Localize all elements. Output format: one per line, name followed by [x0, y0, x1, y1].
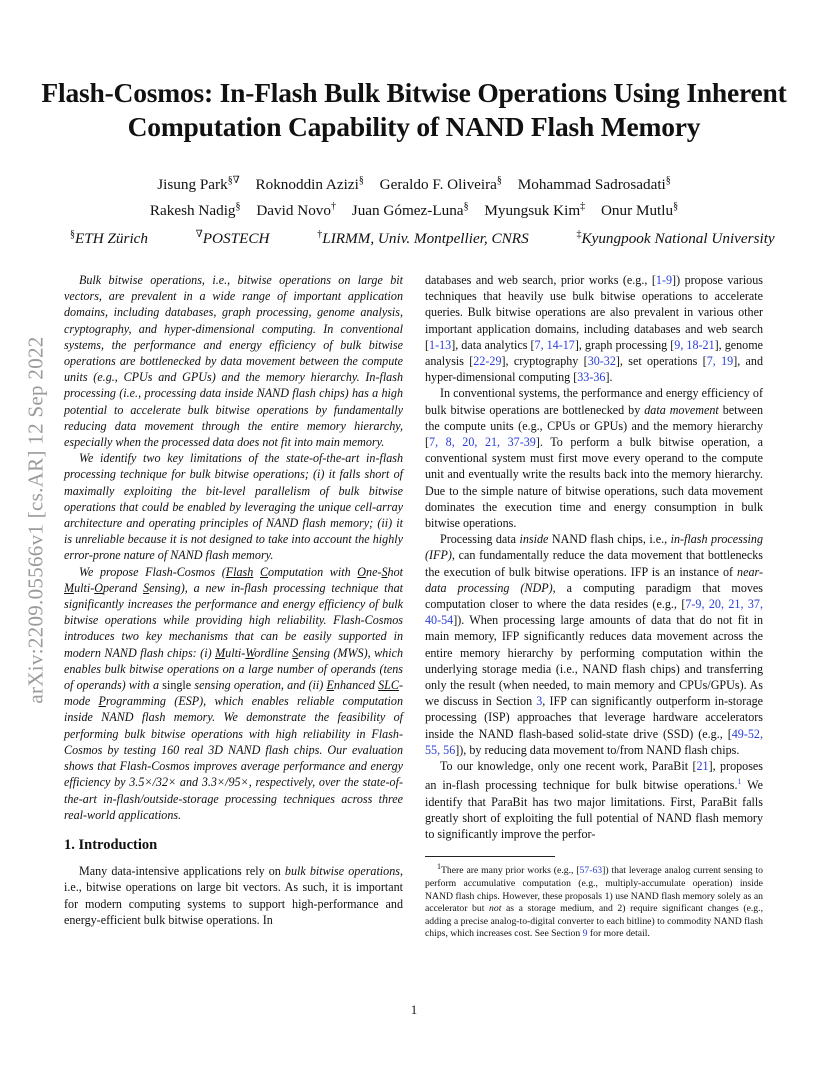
citation-link[interactable]: 7-9, 20, 21, 37, 40-54 — [425, 597, 763, 628]
citation-link[interactable]: 22-29 — [473, 354, 502, 369]
citation-link[interactable]: 33-36 — [577, 370, 606, 385]
author: Jisung Park§∇ — [157, 175, 240, 194]
affiliation: §ETH Zürich — [70, 229, 148, 248]
citation-link[interactable]: 21 — [696, 759, 709, 774]
body-paragraph: To our knowledge, only one recent work, ParaBit [21], proposes an in-flash processing technique for bulk bitwise operations.$^1$ We identify that ParaBit has two major limitations. First, ParaBit falls greatly short of exploiting the full potential of NAND flash memory to significantly improve the perfor- — [425, 759, 763, 841]
citation-link[interactable]: 7, 8, 20, 21, 37-39 — [429, 435, 536, 450]
citation-link[interactable]: 7, 14-17 — [534, 337, 575, 352]
citation-link[interactable]: 57-63 — [579, 865, 603, 877]
footnote-ref-link[interactable]: 1 — [737, 777, 742, 787]
abstract-paragraph: We propose Flash-Cosmos (Flash Computation with One-Shot Multi-Operand Sensing), a new in-flash processing technique that significantly increases the performance and energy efficiency of bulk bitwise operations while providing high reliability. Flash-Cosmos introduces two key mechanisms that can be easily supported in modern NAND flash chips: (i) Multi-Wordline Sensing (MWS), which enables bulk bitwise operations on a large number of operands (tens of operands) with a single sensing operation, and (ii) Enhanced SLC-mode Programming (ESP), which enables reliable computation inside NAND flash memory. We demonstrate the feasibility of performing bulk bitwise operations with high reliability in Flash-Cosmos by testing 160 real 3D NAND flash chips. Our evaluation shows that Flash-Cosmos improves average performance and energy efficiency by 3.5×/32× and 3.3×/95×, respectively, over the state-of-the-art in-flash/outside-storage processing techniques across three real-world applications. — [64, 564, 403, 822]
author: Onur Mutlu§ — [600, 201, 679, 220]
author-list — [40, 170, 788, 222]
section-link[interactable]: 9 — [582, 928, 588, 940]
author: Rakesh Nadig§ — [149, 201, 241, 220]
abstract-paragraph: We identify two key limitations of the state-of-the-art in-flash processing technique for bulk bitwise operations; (i) it falls short of maximally exploiting the bit-level parallelism of bulk bitwise operations that could be enabled by leveraging the unique cell-array architecture and operating principles of NAND flash memory; (ii) it is unreliable because it is not designed to take into account the highly error-prone nature of NAND flash memory. — [64, 451, 403, 563]
abstract — [64, 272, 403, 823]
affiliation: †LIRMM, Univ. Montpellier, CNRS — [317, 229, 529, 248]
section-heading: 1. Introduction — [64, 836, 158, 853]
arxiv-stamp: arXiv:2209.05566v1 [cs.AR] 12 Sep 2022 — [23, 336, 48, 704]
author: Myungsuk Kim‡ — [484, 201, 586, 220]
abstract-paragraph: Bulk bitwise operations, i.e., bitwise operations on large bit vectors, are prevalent in a wide range of important application domains, including databases, graph processing, genome analysis, cryptography, and hyper-dimensional computing. In conventional systems, the performance and energy efficiency of bulk bitwise operations are bottlenecked by data movement between the compute units (e.g., CPUs and GPUs) and the memory hierarchy. In-flash processing (i.e., processing data inside NAND flash chips) has a high potential to accelerate bulk bitwise operations by fundamentally reducing data movement through the entire memory hierarchy, especially when the processed data does not fit into main memory. — [64, 273, 403, 450]
author: Juan Gómez-Luna§ — [351, 201, 469, 220]
left-column — [64, 272, 403, 928]
body-paragraph: Many data-intensive applications rely on bulk bitwise operations, i.e., bitwise operations on large bit vectors. As such, it is important for modern computing systems to support high-performance and energy-efficient bulk bitwise operations. In — [64, 864, 403, 927]
citation-link[interactable]: 49-52, 55, 56 — [425, 726, 763, 757]
body-paragraph: databases and web search, prior works (e.g., [1-9]) propose various techniques that heavily use bulk bitwise operations to accelerate queries. Bulk bitwise operations are also prevalent in various other important application domains, including databases and web search [1-13], data analytics [7, 14-17], graph processing [9, 18-21], genome analysis [22-29], cryptography [30-32], set operations [7, 19], and hyper-dimensional computing [33-36]. — [425, 273, 764, 385]
author: David Novo† — [256, 201, 336, 220]
affiliations — [70, 229, 775, 248]
citation-link[interactable]: 7, 19 — [706, 354, 734, 369]
author: Roknoddin Azizi§ — [255, 175, 364, 194]
citation-link[interactable]: 1-13 — [429, 337, 452, 352]
page-number: 1 — [410, 1003, 418, 1017]
citation-link[interactable]: 9, 18-21 — [674, 337, 715, 352]
paper-title: Flash-Cosmos: In-Flash Bulk Bitwise Operations Using Inherent Computation Capability of NAND Flash Memory — [41, 77, 787, 142]
citation-link[interactable]: 1-9 — [655, 273, 673, 287]
footnote-divider — [425, 856, 555, 857]
affiliation: ‡Kyungpook National University — [576, 229, 775, 248]
footnote: $^1$There are many prior works (e.g., [57-63]) that leverage analog current sensing to perform accumulative computation (e.g., multiply-accumulate operation) inside NAND flash chips. However, these proposals 1) use NAND flash memory solely as an accelerator but not as a storage medium, and 2) require significant changes (e.g., adding a precise analog-to-digital converter to each bitline) to commodity NAND flash chips, which increases cost. See Section 9 for more detail. — [425, 862, 763, 940]
body-paragraph: Processing data inside NAND flash chips, i.e., in-flash processing (IFP), can fundamentally reduce the data movement that bottlenecks the execution of bulk bitwise operations. IFP is an instance of near-data processing (NDP), a computing paradigm that moves computation closer to where the data resides (e.g., [7-9, 20, 21, 37, 40-54]). When processing large amounts of data that do not fit in main memory, IFP significantly reduces data movement across the entire memory hierarchy by performing computation within the underlying storage media (i.e., NAND flash chips) and transferring only the result (when needed, to main memory and CPUs/GPUs). As we discuss in Section 3, IFP can significantly outperform in-storage processing (ISP) approaches that leverage hardware accelerators inside the NAND flash-based solid-state drive (SSD) (e.g., [49-52, 55, 56]), by reducing data movement to/from NAND flash chips. — [425, 532, 763, 757]
author: Geraldo F. Oliveira§ — [379, 175, 502, 194]
citation-link[interactable]: 30-32 — [587, 354, 616, 369]
section-link[interactable]: 3 — [536, 694, 543, 709]
body-paragraph: In conventional systems, the performance and energy efficiency of bulk bitwise operations are bottlenecked by data movement between the compute units (e.g., CPUs or GPUs) and the memory hierarchy [7, 8, 20, 21, 37-39]. To perform a bulk bitwise operation, a conventional system must first move every operand to the compute unit and eventually write the results back into the memory hierarchy. Due to the simple nature of bitwise operations, such data movement dominates the execution time and energy consumption in bulk bitwise operations. — [425, 386, 763, 531]
intro-text — [64, 863, 403, 928]
right-column — [425, 272, 763, 941]
author: Mohammad Sadrosadati§ — [517, 175, 671, 194]
affiliation: ∇POSTECH — [195, 229, 270, 248]
